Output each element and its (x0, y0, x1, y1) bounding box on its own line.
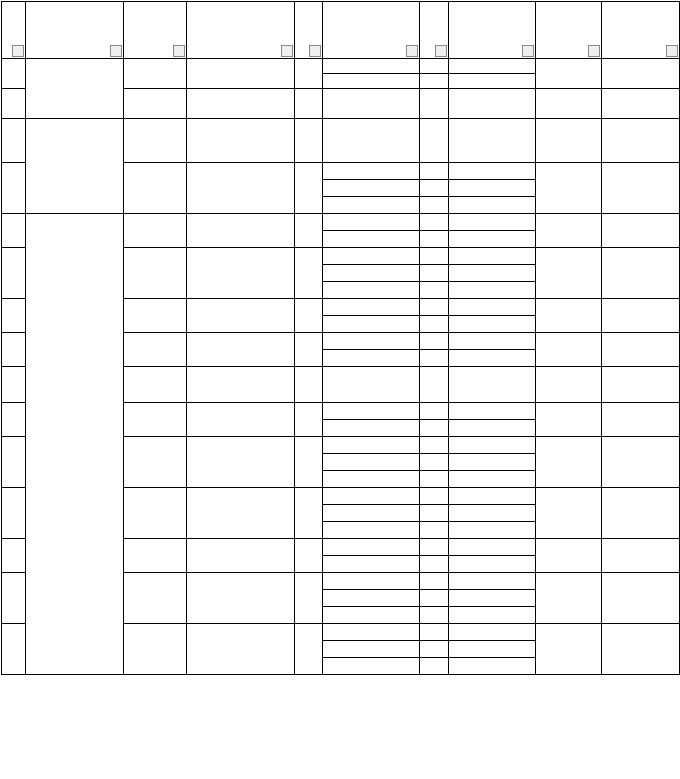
cell-count (295, 624, 323, 675)
cell-unit-type (323, 299, 420, 316)
cell-note (602, 248, 680, 299)
header-type (323, 2, 420, 59)
cell-unit-type (323, 197, 420, 214)
cell-unit-type (323, 180, 420, 197)
cell-note (602, 573, 680, 624)
cell-count (295, 119, 323, 163)
cell-owner (26, 119, 124, 214)
cell-note (602, 367, 680, 403)
cell-seq (2, 89, 26, 119)
cell-area (449, 522, 536, 539)
cell-unit-count (420, 471, 449, 488)
cell-location (187, 163, 295, 214)
cell-area (449, 403, 536, 420)
cell-count (295, 248, 323, 299)
cell-project-name (124, 573, 187, 624)
cell-unit-count (420, 488, 449, 505)
cell-unit-count (420, 573, 449, 590)
cell-seq (2, 367, 26, 403)
cell-unit-count (420, 282, 449, 299)
cell-unit-type (323, 74, 420, 89)
cell-note (602, 624, 680, 675)
cell-unit-type (323, 248, 420, 265)
cell-count (295, 403, 323, 437)
cell-unit-count (420, 248, 449, 265)
cell-note (602, 299, 680, 333)
cell-location (187, 299, 295, 333)
cell-area (449, 420, 536, 437)
header-note (602, 2, 680, 59)
cell-unit-type (323, 420, 420, 437)
header-location (187, 2, 295, 59)
cell-area (449, 282, 536, 299)
cell-location (187, 573, 295, 624)
cell-location (187, 89, 295, 119)
header-seq (2, 2, 26, 59)
cell-count (295, 367, 323, 403)
cell-unit-count (420, 658, 449, 675)
filter-dropdown-icon[interactable] (588, 45, 600, 57)
table-row (2, 214, 680, 231)
cell-rent (536, 539, 602, 573)
cell-project-name (124, 299, 187, 333)
cell-location (187, 488, 295, 539)
cell-seq (2, 248, 26, 299)
cell-unit-count (420, 590, 449, 607)
cell-unit-count (420, 214, 449, 231)
cell-unit-type (323, 282, 420, 299)
cell-note (602, 403, 680, 437)
filter-dropdown-icon[interactable] (281, 45, 293, 57)
cell-rent (536, 367, 602, 403)
cell-unit-count (420, 180, 449, 197)
filter-dropdown-icon[interactable] (309, 45, 321, 57)
cell-unit-count (420, 539, 449, 556)
cell-area (449, 573, 536, 590)
cell-rent (536, 573, 602, 624)
cell-location (187, 333, 295, 367)
cell-unit-count (420, 556, 449, 573)
cell-note (602, 59, 680, 89)
cell-area (449, 350, 536, 367)
cell-area (449, 590, 536, 607)
cell-area (449, 89, 536, 119)
cell-area (449, 505, 536, 522)
cell-project-name (124, 367, 187, 403)
cell-area (449, 333, 536, 350)
cell-unit-type (323, 350, 420, 367)
cell-unit-type (323, 214, 420, 231)
cell-project-name (124, 59, 187, 89)
cell-location (187, 214, 295, 248)
cell-unit-type (323, 505, 420, 522)
cell-location (187, 403, 295, 437)
cell-unit-type (323, 265, 420, 282)
cell-area (449, 248, 536, 265)
cell-unit-type (323, 471, 420, 488)
filter-dropdown-icon[interactable] (12, 45, 24, 57)
cell-count (295, 163, 323, 214)
cell-rent (536, 119, 602, 163)
cell-owner (26, 59, 124, 119)
cell-note (602, 488, 680, 539)
cell-note (602, 214, 680, 248)
cell-unit-type (323, 437, 420, 454)
header-name (124, 2, 187, 59)
cell-project-name (124, 89, 187, 119)
cell-unit-count (420, 522, 449, 539)
cell-count (295, 333, 323, 367)
header-count (295, 2, 323, 59)
cell-unit-count (420, 350, 449, 367)
cell-project-name (124, 163, 187, 214)
cell-note (602, 89, 680, 119)
cell-area (449, 299, 536, 316)
cell-seq (2, 59, 26, 89)
cell-count (295, 488, 323, 539)
filter-dropdown-icon[interactable] (173, 45, 185, 57)
cell-seq (2, 119, 26, 163)
cell-unit-type (323, 403, 420, 420)
cell-unit-count (420, 316, 449, 333)
cell-rent (536, 163, 602, 214)
cell-seq (2, 403, 26, 437)
cell-rent (536, 488, 602, 539)
cell-unit-type (323, 333, 420, 350)
cell-note (602, 437, 680, 488)
cell-unit-count (420, 299, 449, 316)
cell-owner (26, 214, 124, 675)
cell-area (449, 539, 536, 556)
cell-project-name (124, 248, 187, 299)
cell-unit-type (323, 590, 420, 607)
cell-project-name (124, 119, 187, 163)
cell-unit-count (420, 333, 449, 350)
cell-location (187, 437, 295, 488)
filter-dropdown-icon[interactable] (110, 45, 122, 57)
cell-unit-type (323, 316, 420, 333)
cell-project-name (124, 333, 187, 367)
cell-location (187, 119, 295, 163)
filter-dropdown-icon[interactable] (435, 45, 447, 57)
cell-unit-type (323, 641, 420, 658)
cell-unit-type (323, 607, 420, 624)
cell-area (449, 74, 536, 89)
cell-unit-type (323, 522, 420, 539)
cell-area (449, 59, 536, 74)
header-units (420, 2, 449, 59)
cell-area (449, 197, 536, 214)
cell-area (449, 163, 536, 180)
cell-area (449, 454, 536, 471)
cell-unit-type (323, 624, 420, 641)
cell-area (449, 624, 536, 641)
cell-unit-count (420, 641, 449, 658)
cell-seq (2, 299, 26, 333)
cell-unit-type (323, 163, 420, 180)
cell-unit-type (323, 367, 420, 403)
cell-count (295, 214, 323, 248)
cell-rent (536, 624, 602, 675)
cell-unit-type (323, 119, 420, 163)
cell-area (449, 214, 536, 231)
cell-unit-count (420, 624, 449, 641)
cell-unit-count (420, 403, 449, 420)
cell-project-name (124, 488, 187, 539)
cell-location (187, 624, 295, 675)
cell-rent (536, 214, 602, 248)
header-owner (26, 2, 124, 59)
cell-area (449, 180, 536, 197)
cell-area (449, 658, 536, 675)
cell-unit-count (420, 74, 449, 89)
cell-unit-type (323, 488, 420, 505)
cell-count (295, 539, 323, 573)
cell-rent (536, 333, 602, 367)
cell-seq (2, 624, 26, 675)
cell-area (449, 119, 536, 163)
cell-unit-count (420, 420, 449, 437)
cell-rent (536, 59, 602, 89)
housing-table (1, 1, 680, 675)
cell-unit-type (323, 59, 420, 74)
cell-seq (2, 163, 26, 214)
cell-location (187, 248, 295, 299)
filter-dropdown-icon[interactable] (666, 45, 678, 57)
cell-rent (536, 403, 602, 437)
cell-location (187, 59, 295, 89)
cell-rent (536, 437, 602, 488)
cell-seq (2, 333, 26, 367)
cell-count (295, 59, 323, 89)
cell-count (295, 299, 323, 333)
cell-location (187, 539, 295, 573)
cell-unit-type (323, 573, 420, 590)
cell-note (602, 119, 680, 163)
cell-unit-type (323, 556, 420, 573)
filter-dropdown-icon[interactable] (406, 45, 418, 57)
cell-unit-type (323, 89, 420, 119)
cell-count (295, 89, 323, 119)
cell-rent (536, 89, 602, 119)
header-area (449, 2, 536, 59)
cell-unit-count (420, 89, 449, 119)
cell-unit-count (420, 231, 449, 248)
table-body (2, 59, 680, 675)
cell-area (449, 316, 536, 333)
cell-project-name (124, 624, 187, 675)
cell-unit-count (420, 197, 449, 214)
cell-unit-count (420, 119, 449, 163)
cell-unit-count (420, 454, 449, 471)
cell-project-name (124, 539, 187, 573)
cell-unit-count (420, 163, 449, 180)
cell-area (449, 641, 536, 658)
cell-unit-count (420, 367, 449, 403)
cell-unit-type (323, 539, 420, 556)
cell-note (602, 539, 680, 573)
cell-note (602, 333, 680, 367)
cell-unit-type (323, 231, 420, 248)
header-row (2, 2, 680, 59)
cell-area (449, 265, 536, 282)
table-row (2, 59, 680, 74)
cell-area (449, 556, 536, 573)
cell-project-name (124, 214, 187, 248)
cell-location (187, 367, 295, 403)
cell-count (295, 437, 323, 488)
cell-unit-count (420, 505, 449, 522)
cell-count (295, 573, 323, 624)
cell-unit-type (323, 658, 420, 675)
cell-unit-count (420, 437, 449, 454)
cell-unit-type (323, 454, 420, 471)
cell-area (449, 367, 536, 403)
cell-unit-count (420, 265, 449, 282)
cell-rent (536, 299, 602, 333)
cell-project-name (124, 403, 187, 437)
cell-area (449, 471, 536, 488)
cell-area (449, 607, 536, 624)
cell-seq (2, 214, 26, 248)
cell-unit-count (420, 607, 449, 624)
cell-note (602, 163, 680, 214)
cell-rent (536, 248, 602, 299)
cell-seq (2, 488, 26, 539)
cell-unit-count (420, 59, 449, 74)
table-row (2, 119, 680, 163)
cell-seq (2, 539, 26, 573)
cell-seq (2, 573, 26, 624)
cell-area (449, 437, 536, 454)
cell-project-name (124, 437, 187, 488)
header-rent (536, 2, 602, 59)
filter-dropdown-icon[interactable] (522, 45, 534, 57)
cell-area (449, 231, 536, 248)
cell-area (449, 488, 536, 505)
cell-seq (2, 437, 26, 488)
